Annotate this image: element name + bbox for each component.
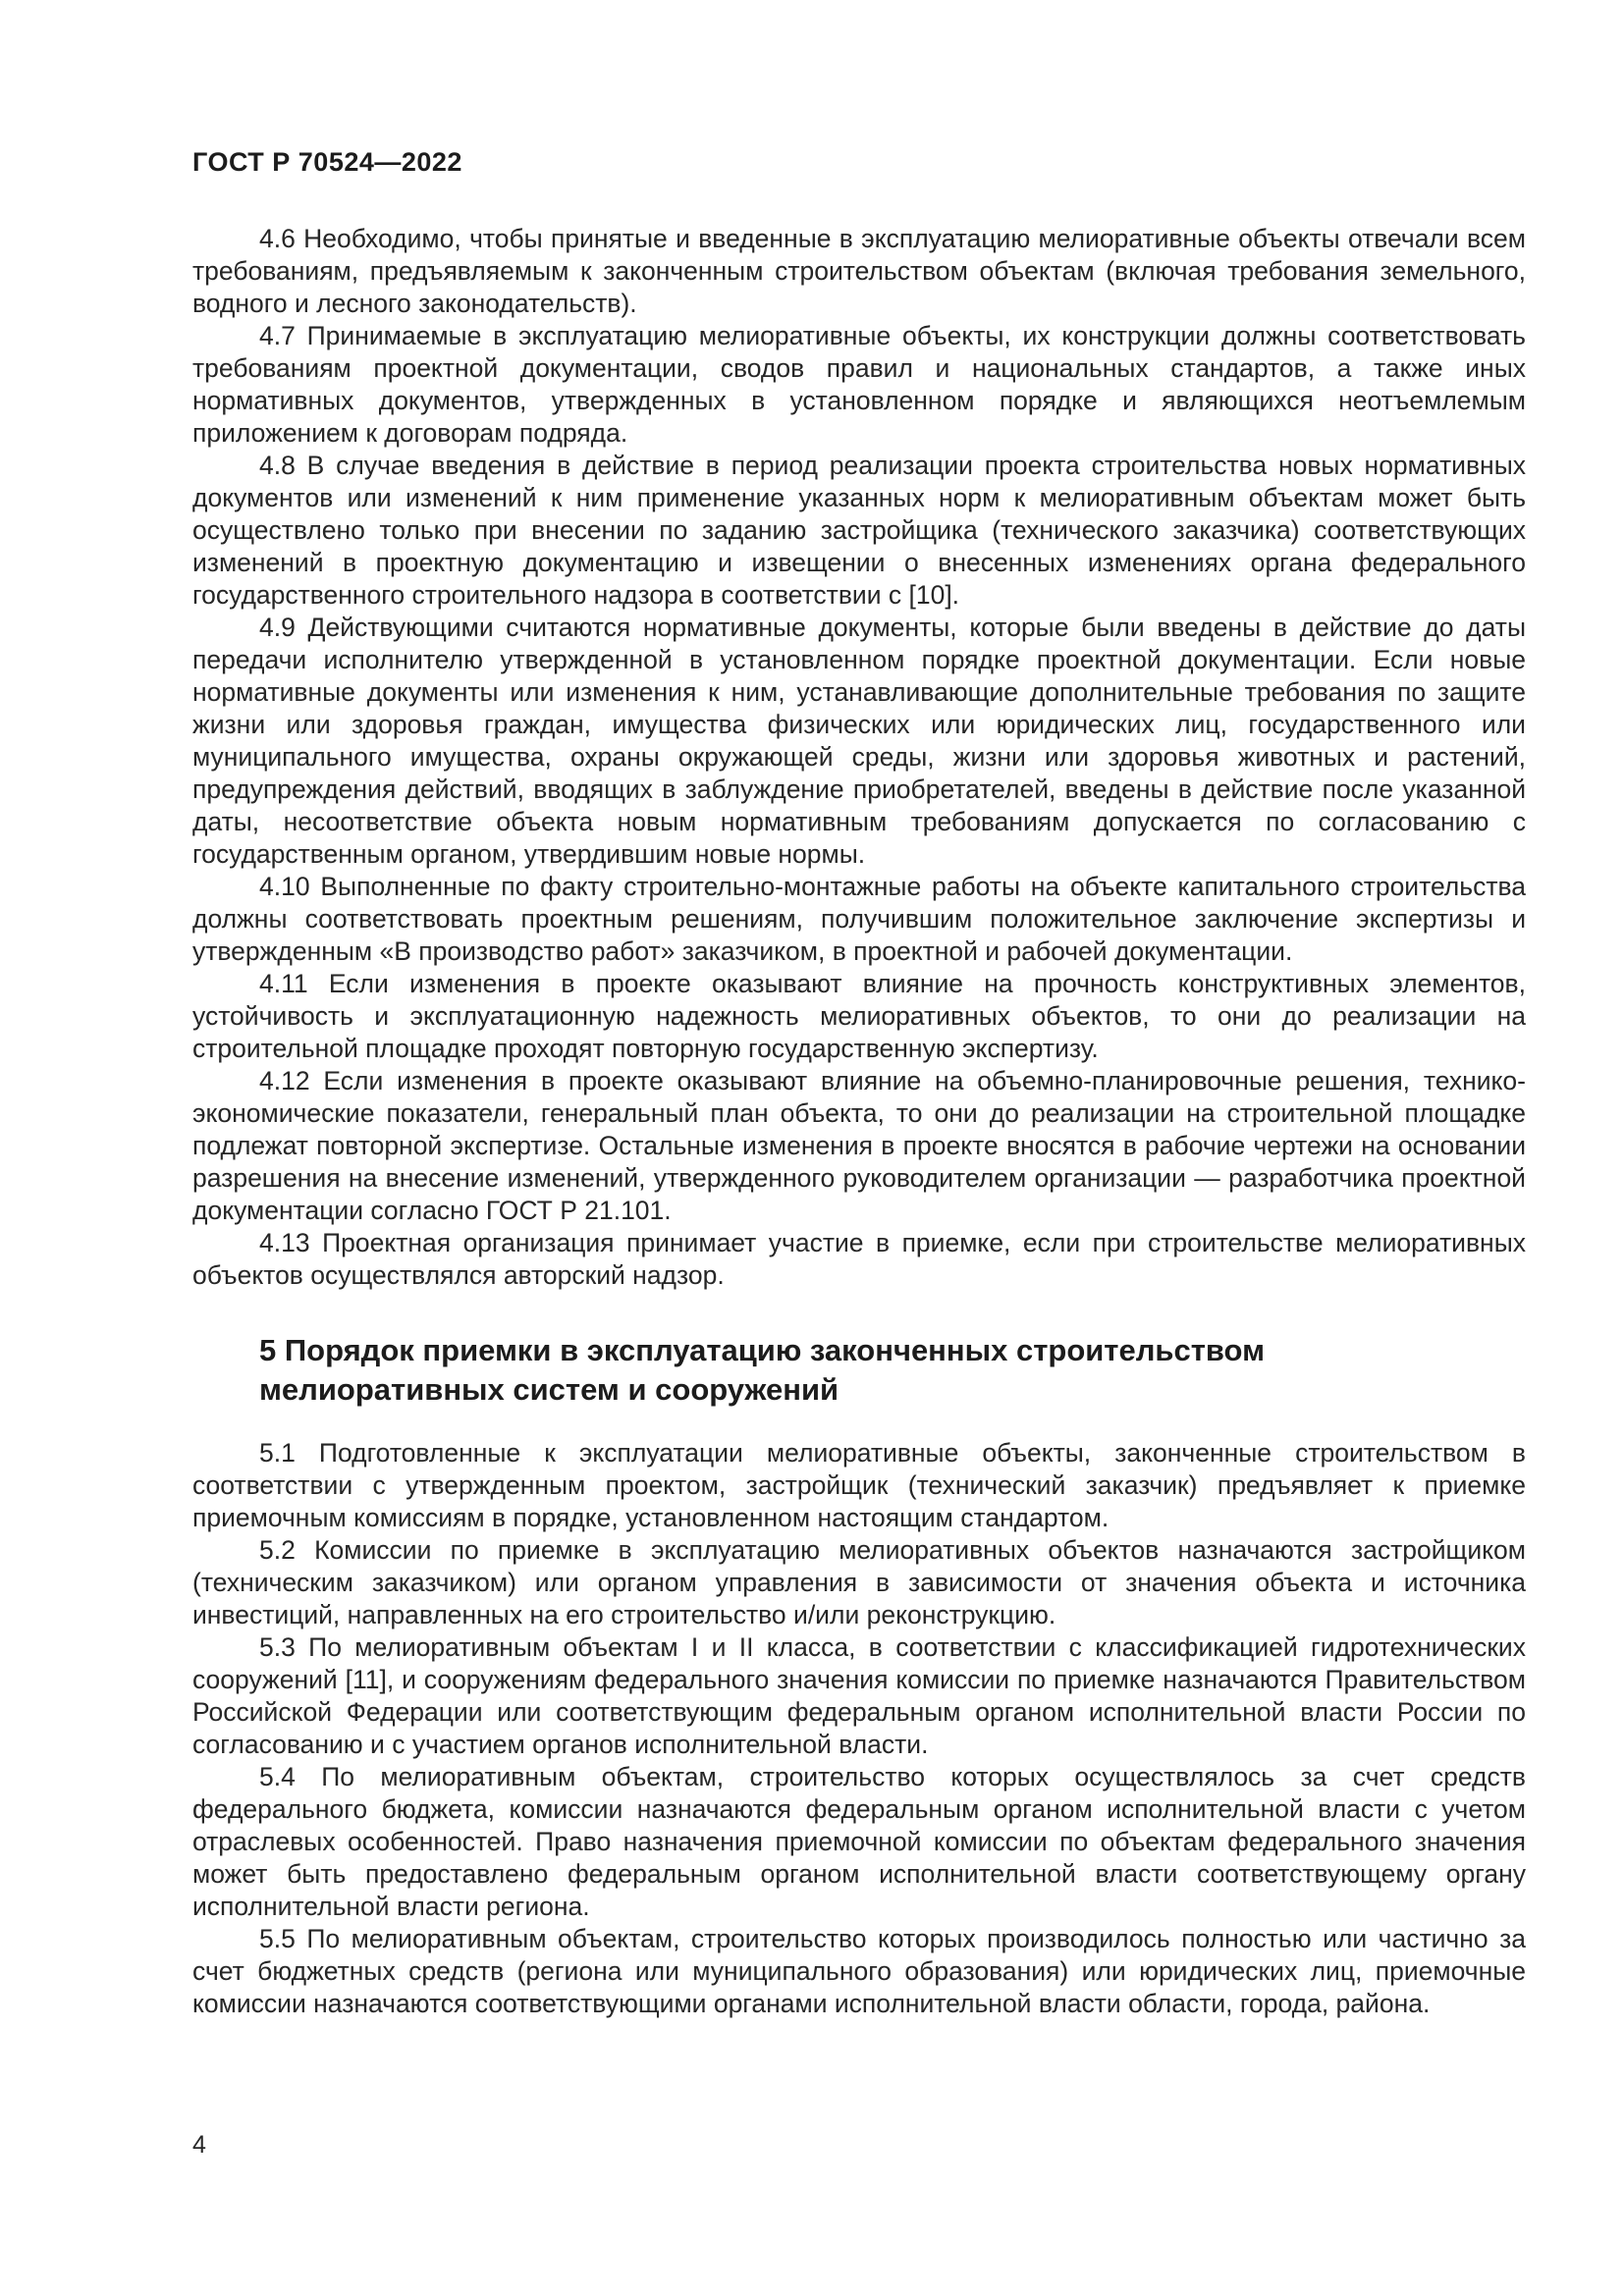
paragraph-5-2: 5.2 Комиссии по приемке в эксплуатацию мелиоративных объектов назначаются застройщиком (техническим заказчиком) или органом управления в зависимости от значения объекта и источника инвестиций, направленных на его строительство и/или реконструкцию. (192, 1535, 1526, 1629)
paragraph-4-10: 4.10 Выполненные по факту строительно-монтажные работы на объекте капитального строительства должны соответствовать проектным решениям, получившим положительное заключение экспертизы и утвержденным «В производство работ» заказчиком, в проектной и рабочей документации. (192, 872, 1526, 966)
document-header: ГОСТ Р 70524—2022 (192, 147, 462, 177)
paragraph-5-4: 5.4 По мелиоративным объектам, строительство которых осуществлялось за счет средств федерального бюджета, комиссии назначаются федеральным органом исполнительной власти с учетом отраслевых особенностей. Право назначения приемочной комиссии по объектам федерального значения может быть предоставлено федеральным органом исполнительной власти соответствующему органу исполнительной власти региона. (192, 1762, 1526, 1921)
page-number: 4 (192, 2131, 206, 2159)
section-5-heading (192, 1331, 1526, 1410)
paragraph-4-6: 4.6 Необходимо, чтобы принятые и введенные в эксплуатацию мелиоративные объекты отвечали всем требованиям, предъявляемым к законченным строительством объектам (включая требования земельного, водного и лесного законодательств). (192, 224, 1526, 318)
section-5-heading-line1: 5 Порядок приемки в эксплуатацию законченных строительством (259, 1333, 1266, 1367)
paragraph-4-8: 4.8 В случае введения в действие в период реализации проекта строительства новых нормативных документов или изменений к ним применение указанных норм к мелиоративным объектам может быть осуществлено только при внесении по заданию застройщика (технического заказчика) соответствующих изменений в проектную документацию и извещении о внесенных изменениях органа федерального государственного строительного надзора в соответствии с [10]. (192, 451, 1526, 610)
document-body (192, 223, 1526, 2020)
paragraph-4-13: 4.13 Проектная организация принимает участие в приемке, если при строительстве мелиоративных объектов осуществлялся авторский надзор. (192, 1228, 1526, 1290)
paragraph-4-11: 4.11 Если изменения в проекте оказывают влияние на прочность конструктивных элементов, устойчивость и эксплуатационную надежность мелиоративных объектов, то они до реализации на строительной площадке проходят повторную государственную экспертизу. (192, 969, 1526, 1063)
paragraph-4-12: 4.12 Если изменения в проекте оказывают влияние на объемно-планировочные решения, технико-экономические показатели, генеральный план объекта, то они до реализации на строительной площадке подлежат повторной экспертизе. Остальные изменения в проекте вносятся в рабочие чертежи на основании разрешения на внесение изменений, утвержденного руководителем организации — разработчика проектной документации согласно ГОСТ Р 21.101. (192, 1066, 1526, 1225)
paragraph-5-5: 5.5 По мелиоративным объектам, строительство которых производилось полностью или частично за счет бюджетных средств (региона или муниципального образования) или юридических лиц, приемочные комиссии назначаются соответствующими органами исполнительной власти области, города, района. (192, 1924, 1526, 2018)
paragraph-5-1: 5.1 Подготовленные к эксплуатации мелиоративные объекты, законченные строительством в соответствии с утвержденным проектом, застройщик (технический заказчик) предъявляет к приемке приемочным комиссиям в порядке, установленном настоящим стандартом. (192, 1438, 1526, 1532)
paragraph-4-9: 4.9 Действующими считаются нормативные документы, которые были введены в действие до даты передачи исполнителю утвержденной в установленном порядке проектной документации. Если новые нормативные документы или изменения к ним, устанавливающие дополнительные требования по защите жизни или здоровья граждан, имущества физических или юридических лиц, государственного или муниципального имущества, охраны окружающей среды, жизни или здоровья животных и растений, предупреждения действий, вводящих в заблуждение приобретателей, введены в действие после указанной даты, несоответствие объекта новым нормативным требованиям допускается по согласованию с государственным органом, утвердившим новые нормы. (192, 613, 1526, 869)
paragraph-5-3: 5.3 По мелиоративным объектам I и II класса, в соответствии с классификацией гидротехнических сооружений [11], и сооружениям федерального значения комиссии по приемке назначаются Правительством Российской Федерации или соответствующим федеральным органом исполнительной власти России по согласованию и с участием органов исполнительной власти. (192, 1632, 1526, 1759)
section-5-heading-line2: мелиоративных систем и сооружений (259, 1372, 839, 1407)
paragraph-4-7: 4.7 Принимаемые в эксплуатацию мелиоративные объекты, их конструкции должны соответствовать требованиям проектной документации, сводов правил и национальных стандартов, а также иных нормативных документов, утвержденных в установленном порядке и являющихся неотъемлемым приложением к договорам подряда. (192, 321, 1526, 448)
